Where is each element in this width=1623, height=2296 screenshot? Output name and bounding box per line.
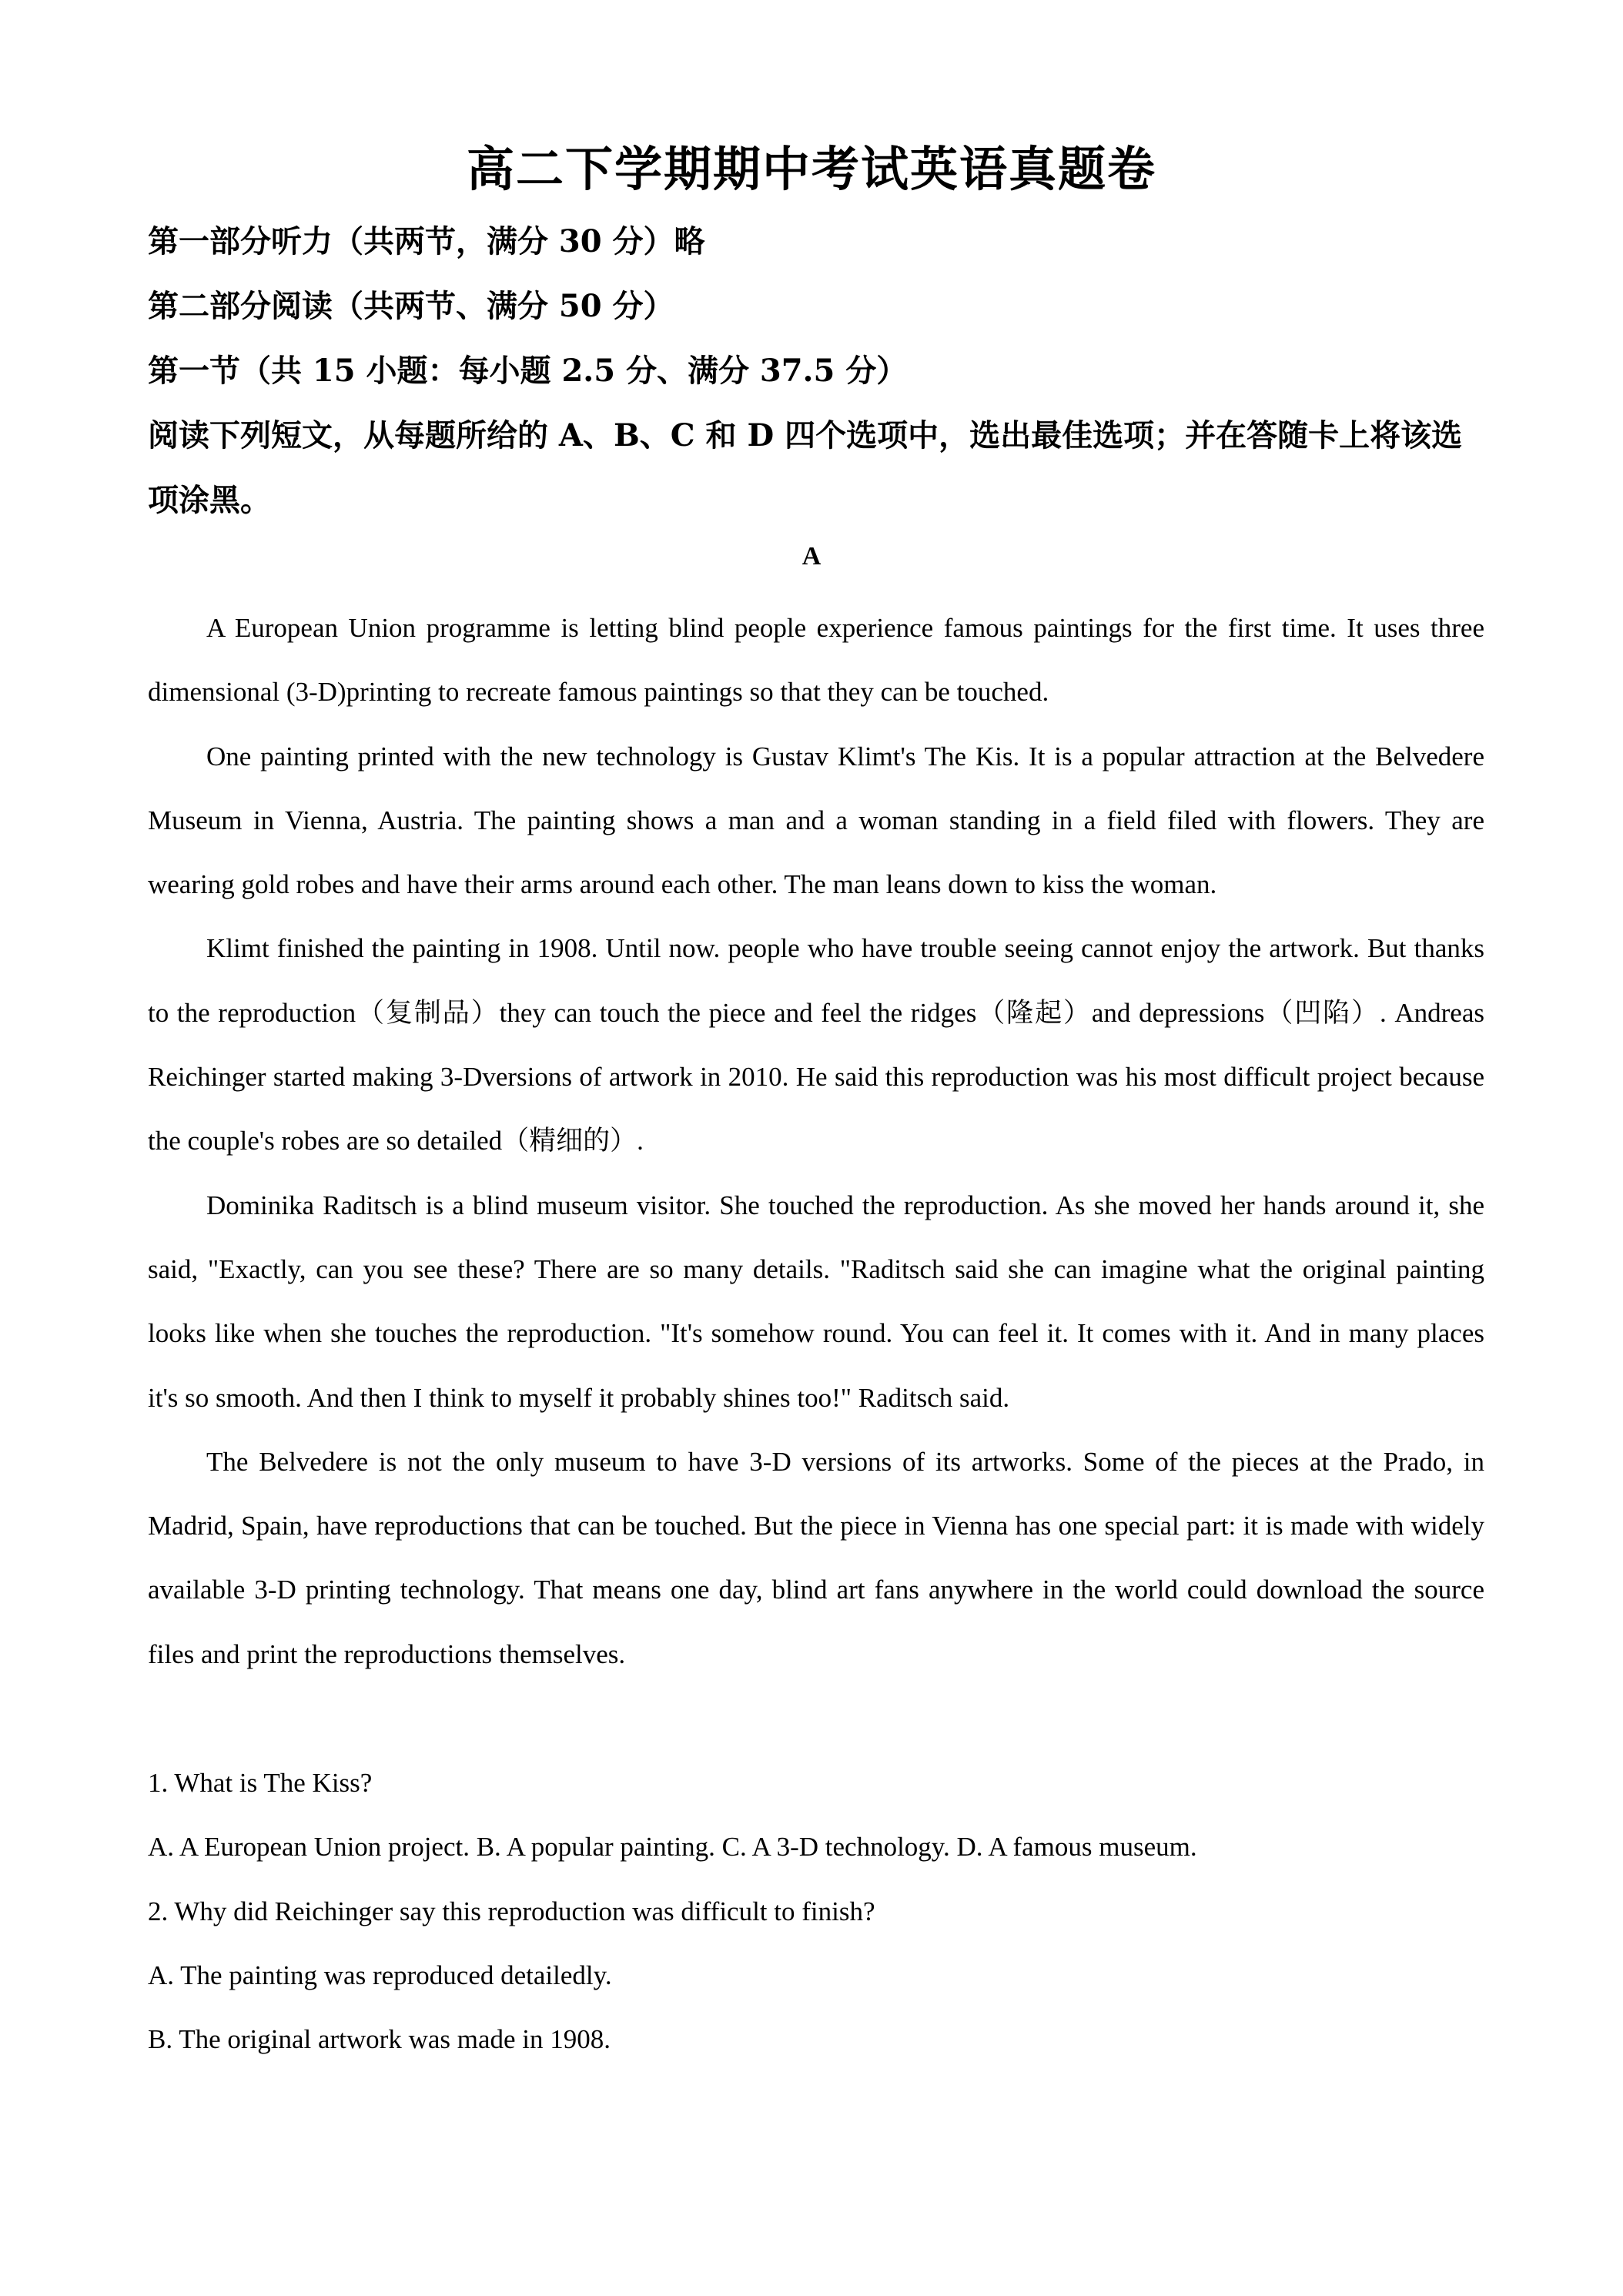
question-2-option-b: B. The original artwork was made in 1908. — [148, 2024, 611, 2055]
passage-paragraph: Klimt finished the painting in 1908. Until now. people who have trouble seeing cannot enjoy the artwork. But thanks to the reproduction（复制品）they can touch the piece and feel the ridges（隆起）and depressions（凹陷）. Andreas Reichinger started making 3-Dversions of artwork in 2010. He said this reproduction was his most difficult project because the couple's robes are so detailed（精细的）. — [148, 933, 1484, 1156]
passage-paragraph: One painting printed with the new technology is Gustav Klimt's The Kis. It is a popular attraction at the Belvedere Museum in Vienna, Austria. The painting shows a man and a woman standing in a field filed with flowers. They are wearing gold robes and have their arms around each other. The man leans down to kiss the woman. — [148, 741, 1484, 900]
passage-paragraph: A European Union programme is letting blind people experience famous paintings for the first time. It uses three dimensional (3-D)printing to recreate famous paintings so that they can be touched. — [148, 613, 1484, 708]
passage-paragraph: The Belvedere is not the only museum to have 3-D versions of its artworks. Some of the pieces at the Prado, in Madrid, Spain, have reproductions that can be touched. But the piece in Vienna has one special part: it is made with widely available 3-D printing technology. That means one day, blind art fans anywhere in the world could download the source files and print the reproductions themselves. — [148, 1446, 1484, 1669]
question-2-option-a: A. The painting was reproduced detailedly. — [148, 1960, 612, 1990]
reading-passage — [148, 596, 1484, 1686]
passage-label: A — [801, 542, 822, 571]
question-1-options: A. A European Union project. B. A popular painting. C. A 3-D technology. D. A famous museum. — [148, 1832, 1197, 1863]
part-two-heading: 第二部分阅读（共两节、满分 50 分） — [148, 288, 674, 324]
page-title: 高二下学期期中考试英语真题卷 — [466, 141, 1156, 197]
part-one-heading: 第一部分听力（共两节，满分 30 分）略 — [148, 223, 705, 259]
section-one-heading: 第一节（共 15 小题：每小题 2.5 分、满分 37.5 分） — [148, 353, 908, 389]
question-2: 2. Why did Reichinger say this reproduction was difficult to finish? — [148, 1896, 875, 1926]
passage-paragraph: Dominika Raditsch is a blind museum visitor. She touched the reproduction. As she moved her hands around it, she said, "Exactly, can you see these? There are so many details. "Raditsch said she can imagine what the original painting looks like when she touches the reproduction. "It's somehow round. You can feel it. It comes with it. And in many places it's so smooth. And then I think to myself it probably shines too!" Raditsch said. — [148, 1190, 1484, 1413]
question-list — [148, 1751, 1484, 2071]
question-1: 1. What is The Kiss? — [148, 1768, 373, 1798]
reading-instruction: 阅读下列短文，从每题所给的 A、B、C 和 D 四个选项中，选出最佳选项；并在答随卡上将该选项涂黑。 — [148, 417, 1463, 518]
